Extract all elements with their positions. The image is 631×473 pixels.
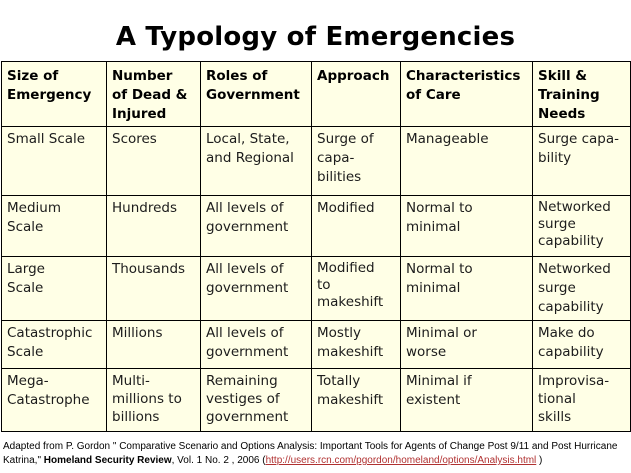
cell-size: Large Scale: [2, 257, 107, 321]
cell-dead-injured: Hundreds: [107, 196, 201, 257]
table-row: [2, 127, 631, 196]
cell-roles: Remaining vestiges of government: [201, 369, 312, 432]
source-footnote: [3, 440, 629, 468]
cell-roles: All levels of government: [201, 196, 312, 257]
cell-dead-injured: Millions: [107, 321, 201, 369]
cell-care: Normal to minimal: [401, 196, 533, 257]
footnote-journal: Homeland Security Review: [43, 455, 172, 466]
footnote-middle: , Vol. 1 No. 2 , 2006 (: [171, 455, 266, 466]
cell-approach: Mostly makeshift: [312, 321, 401, 369]
cell-size: Mega- Catastrophe: [2, 369, 107, 432]
table-row: [2, 257, 631, 321]
cell-skill: Surge capa- bility: [533, 127, 631, 196]
cell-dead-injured: Thousands: [107, 257, 201, 321]
cell-dead-injured: Multi- millions to billions: [107, 369, 201, 432]
table-row: [2, 196, 631, 257]
cell-approach: Surge of capa- bilities: [312, 127, 401, 196]
header-row: [2, 62, 631, 127]
table-row: [2, 369, 631, 432]
cell-skill: Networked surge capability: [533, 196, 631, 257]
header-approach: Approach: [312, 62, 401, 127]
cell-roles: All levels of government: [201, 257, 312, 321]
header-dead-injured: Number of Dead & Injured: [107, 62, 201, 127]
cell-approach: Modified to makeshift: [312, 257, 401, 321]
cell-approach: Totally makeshift: [312, 369, 401, 432]
cell-skill: Make do capability: [533, 321, 631, 369]
cell-approach: Modified: [312, 196, 401, 257]
cell-roles: All levels of government: [201, 321, 312, 369]
cell-care: Normal to minimal: [401, 257, 533, 321]
footnote-suffix: ): [536, 455, 543, 466]
cell-skill: Networked surge capability: [533, 257, 631, 321]
source-link[interactable]: http://users.rcn.com/pgordon/homeland/options/Analysis.html: [265, 455, 537, 466]
typology-table: [1, 61, 631, 432]
cell-care: Minimal if existent: [401, 369, 533, 432]
header-size: Size of Emergency: [2, 62, 107, 127]
footnote-prefix: Adapted from P. Gordon " Comparative Scenario and Options Analysis: Important Tools for Agents of Change Post 9/11 and Post Hurricane Katrina,": [3, 441, 618, 466]
header-roles: Roles of Government: [201, 62, 312, 127]
table-row: [2, 321, 631, 369]
cell-dead-injured: Scores: [107, 127, 201, 196]
cell-size: Catastrophic Scale: [2, 321, 107, 369]
cell-size: Medium Scale: [2, 196, 107, 257]
cell-size: Small Scale: [2, 127, 107, 196]
cell-care: Manageable: [401, 127, 533, 196]
header-care: Characteristics of Care: [401, 62, 533, 127]
header-skill: Skill & Training Needs: [533, 62, 631, 127]
cell-skill: Improvisa- tional skills: [533, 369, 631, 432]
cell-roles: Local, State, and Regional: [201, 127, 312, 196]
cell-care: Minimal or worse: [401, 321, 533, 369]
page-title: A Typology of Emergencies: [115, 22, 516, 52]
